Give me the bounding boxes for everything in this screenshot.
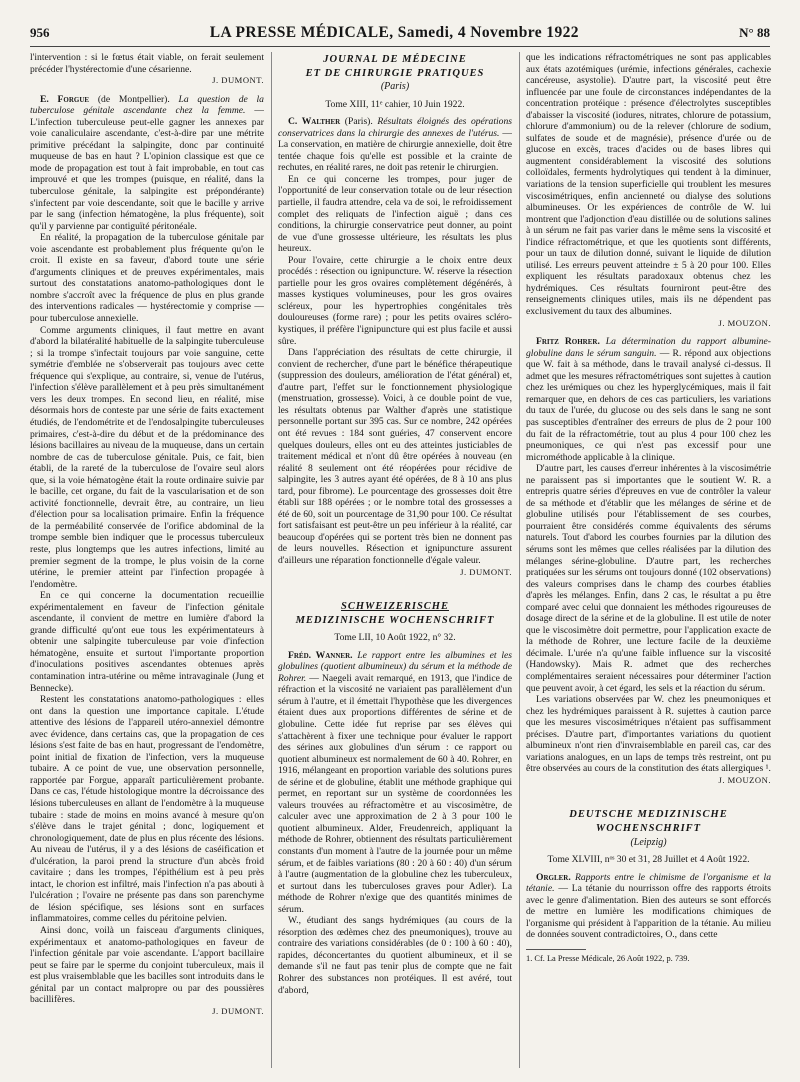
article-wanner-intro (278, 650, 512, 916)
article-paragraph: Dans l'appréciation des résultats de cette chirurgie, il convient de rechercher, d'une part le bénéfice thérapeutique (suppression des douleurs, amélioration de l'état général) et, d'autre part, l'effet sur le fonctionnement physiologique (menstruation, grossesse). Voici, à ce double point de vue, les résultats obtenus par Walther d'après une statistique personnelle portant sur 395 cas. Sur ce nombre, 242 opérées ont été revues : 184 sont guéries, 47 conservent encore quelques douleurs, elles ont eu des atteintes justiciables de traitement médical et n'ont dû être opérées à nouveau (en réalité 8 seulement ont été réopérées pour récidive de salpingite, les 3 autres ayant été opérées, de 8 à 10 ans plus tard, pour fibrome). Le pourcentage des grossesses doit être établi sur 188 opérées ; or le nombre total des grossesses a été de 60, soit un pourcentage de 31,90 pour 100. Ce résultat fort satisfaisant est peut-être un peu inférieur à la réalité, car beaucoup d'opérées qui se portent très bien ne donnent pas de leurs nouvelles. Résection et ignipuncture assurent d'ailleurs une réparation fonctionnelle d'égale valeur. (278, 347, 512, 566)
journal-city: (Leipzig) (630, 836, 667, 848)
journal-heading: WOCHENSCHRIFT (595, 823, 702, 834)
column-left (30, 52, 264, 1072)
issue-number: N° 88 (739, 25, 770, 40)
article-forgue-intro (30, 94, 264, 233)
article-walther-intro (278, 116, 512, 174)
column-divider (519, 52, 520, 1068)
article-author: E. Forgue (40, 93, 90, 105)
article-orgler-intro (526, 872, 771, 941)
column-divider (271, 52, 272, 1068)
journal-heading: JOURNAL DE MÉDECINE (323, 54, 467, 65)
article-paragraph: Les variations observées par W. chez les pneumoniques et chez les hydrémiques paraissent à R. sujettes à caution parce que les mesures viscosimétriques n'étaient pas suffisamment précises. D'autre part, d'importantes variations du quotient albumineux n'ont rien d'invraisemblable en pareil cas, car des variations analogues, en un laps de temps très restreint, ont pu être observées au cours de la constitution des états allergiques ¹. (526, 694, 771, 775)
article-text: — Naegeli avait remarqué, en 1913, que l'indice de réfraction et la viscosité ne variaient pas parallèlement d'un sérum à l'autre, et il émettait l'hypothèse que les divergences étaient dues aux proportions différentes de sérine et de globuline. Cette idée fut reprise par ses élèves qui s'attachèrent à fixer une technique pour évaluer le rapport des sérines aux globulines d'un sérum : ce rapport ou quotient albumineux est normalement de 60 à 40. Rohrer, en 1916, mélangeant en proportion variable des solutions pures de sérine et de globuline, établit une méthode graphique qui permet, en reportant sur un système de coordonnées les valeurs trouvées au réfractomètre et au viscosimètre, de calculer avec une approximation de 2 à 3 pour 100 le quotient albumineux. Alder, Freudenreich, appliquant la méthode de Rohrer, obtiennent des résultats particulièrement constants d'un moment à l'autre de la journée pour un même sérum, et de faibles variations (80 : 20 à 60 : 40) d'un sérum à l'autre (augmentation de la globuline chez les tuberculeux, et surtout dans les tuberculoses graves pour Adler). La méthode de Rohrer n'exige que des quantités minimes de sérum. (278, 672, 512, 915)
signature: J. DUMONT. (460, 566, 512, 577)
signature: J. DUMONT. (212, 75, 264, 86)
footnote: 1. Cf. La Presse Médicale, 26 Août 1922, p. 739. (526, 953, 690, 963)
article-paragraph: W., étudiant des sangs hydrémiques (au cours de la résorption des œdèmes chez des pneumoniques), trouve au contraire des variations considérables (de 0 : 100 à 60 : 40), rapides, déconcertantes du quotient albumineux, et il se demande s'il ne faut pas tenir plus de compte que ne fait Rohrer des substances non protéiques. Il est avéré, tout d'abord, (278, 915, 512, 996)
article-title: La détermination du rapport albumine-globuline dans le sérum sanguin. (526, 336, 771, 359)
journal-volume: Tome XLVIII, nᵒˢ 30 et 31, 28 Juillet et 4 Août 1922. (547, 854, 750, 866)
signature: J. MOUZON. (718, 774, 771, 785)
continued-text: que les indications réfractométriques ne sont pas applicables aux états azotémiques (urémie, infections générales, cachexie cancéreuse, asystolie). D'autre part, la viscosité peut être influencée par une foule de circonstances indépendantes de la concentration protéique : présence d'électrolytes susceptibles d'abaisser la viscosité (iodures, nitrates, chlorure de potassium, chlorure d'ammonium) ou de la relever (chlorure de sodium, sulfates de soude et de magnésie), présence d'urée ou de glucose en excès, traces d'acides ou de bases libres qui augmentent considérablement la viscosité des solutions colloïdales, ferments hydrolytiques qui tendent à la diminuer, variations de la tension superficielle qui troublent les mesures viscosimétriques, enfin ancienneté ou dialyse des solutions albumineuses. Or les expériences de contrôle de W. lui montrent que l'adjonction d'eau distillée ou de solutions salines à un sérum ne fait pas varier dans le même sens la viscosité et l'indice réfractométrique, et que les quotients sont différents, pour un taux de dilution donné, suivant le liquide de dilution utilisé. Les erreurs peuvent atteindre ± 5 à 20 pour 100. Elles expliquent les résultats paradoxaux obtenus chez les hydrémiques. Ces résultats fourniront peut-être des renseignements cliniques utiles, mais ils ne dépendent pas exclusivement du taux des albumines. (526, 52, 771, 318)
article-text: — R. répond aux objections que W. fait à sa méthode, dans le travail analysé ci-dessus. Il admet que les mesures réfractométriques sont sujettes à caution chez les urémiques ou chez les hyperglycémiques, mais il fait remarquer que, en dehors de ces cas particuliers, les variations du taux de l'urée, du glucose ou des sels dans le sang ne sont pas susceptibles d'entraîner des erreurs de plus de 2 pour 100 du fait de la réfractométrie, tout au plus 4 pour 100 chez les pneumoniques, ce qui n'est pas excessif pour une microméthode applicable à la clinique. (526, 347, 771, 463)
journal-volume: Tome XIII, 11ᵉ cahier, 10 Juin 1922. (325, 98, 465, 110)
article-author: Fritz Rohrer. (536, 336, 600, 348)
footnote-rule (526, 949, 586, 950)
journal-city: (Paris) (380, 81, 410, 93)
article-rohrer-intro (526, 336, 771, 463)
page-header (30, 24, 770, 47)
article-author: C. Walther (288, 116, 341, 128)
article-title: Le rapport entre les albumines et les globulines (quotient albumineux) du sérum et la méthode de Rohrer. (278, 649, 512, 684)
journal-heading: SCHWEIZERISCHE (341, 601, 449, 613)
issue-date: Samedi, 4 Novembre 1922 (397, 24, 579, 41)
article-text: — La tétanie du nourrisson offre des rapports étroits avec le genre d'alimentation. Bien des auteurs se sont efforcés de mettre en lumière les modifications chimiques de l'organisme qui président à l'apparition de la tétanie. Au milieu de données souvent contradictoires, O., dans cette (526, 883, 771, 941)
article-paragraph: D'autre part, les causes d'erreur inhérentes à la viscosimétrie ne paraissent pas si importantes que le soutient W. R. a entrepris quatre séries d'épreuves en vue de contrôler la valeur de sa méthode et d'établir que les mélanges de sérine et de globuline utilisés pour l'établissement de ses courbes, pourraient être considérés comme équivalents des sérums naturels. Tout d'abord les courbes fournies par la dilution des sérums sont les mêmes que celles réalisées par la dilution des mélanges sérine-globuline. D'autre part, les recherches pratiquées sur les sérums ont toujours donné (102 observations) des valeurs comprises dans le champ des courbes établies d'après les mélanges. Enfin, dans 2 cas, le résultat a pu être comparé avec celui que donnaient les méthodes rigoureuses de dosage direct de la sérine et de la globuline. Il est utile de noter que le viscosimètre doit permettre, pour l'application exacte de la méthode de Rohrer, une lecture facile de la deuxième décimale. L'urée n'a qu'une faible influence sur la viscosité (Handowsky). Mais R. admet que des recherches complémentaires seraient nécessaires pour déterminer l'action que peuvent avoir, à cet égard, les sels et la réaction du sérum. (526, 463, 771, 694)
article-paragraph: Comme arguments cliniques, il faut mettre en avant d'abord la bilatéralité habituelle de la salpingite tuberculeuse ; si la trompe s'infectait toujours par voie sanguine, cette symétrie d'emblée ne s'observerait pas toujours avec cette fréquence qui s'explique, au contraire, si, venue de l'utérus, l'infection s'élève parallèlement et à peu près simultanément vers les deux trompes. En second lieu, en réalité, mise désormais hors de conteste par une série de faits exactement étudiés, de l'endométrite et de l'endosalpingite tuberculeuses primaires, c'est-à-dire du début et de la prédominance des lésions bacillaires au niveau de la muqueuse, dans un certain nombre de cas de tuberculose génitale. Puis, ce fait, bien établi, de la rareté de la tuberculose de l'ovaire seul alors que, si la voie hématogène était la route ordinaire suivie par le bacille, cet organe, du fait de la vascularisation et de son activité fonctionnelle, devrait être, au contraire, un lieu d'élection pour sa localisation primaire. Enfin la fréquence de la perméabilité conservée de l'orifice abdominal de la trompe semble bien indiquer que le processus tuberculeux reste, plus longtemps que les autres infections, limité au premier segment de la trompe, le plus voisin de la corne utérine, le premier atteint par l'infection propagée à l'endomètre. (30, 324, 264, 590)
article-author: Fréd. Wanner. (288, 649, 353, 661)
signature: J. DUMONT. (212, 1005, 264, 1016)
author-place: (de Montpellier). (97, 93, 170, 105)
article-author: Orgler. (536, 871, 571, 883)
signature: J. MOUZON. (718, 317, 771, 328)
journal-volume: Tome LII, 10 Août 1922, n° 32. (334, 632, 456, 644)
spacer (278, 585, 512, 599)
article-paragraph: En réalité, la propagation de la tuberculose génitale par voie ascendante est probablement plus fréquente qu'on le croit. Il existe en sa faveur, d'abord toute une série d'arguments cliniques et de preuves expérimentales, mais surtout des constatations anatomo-pathologiques dont le nombre s'accroît avec la fréquence de plus en plus grande des interventions radicales — hystérectomie y comprise — pour tuberculose annexielle. (30, 232, 264, 325)
article-paragraph: Restent les constatations anatomo-pathologiques : elles ont dans la question une importance capitale. L'étude attentive des lésions de l'appareil utéro-annexiel démontre avec évidence, dans certains cas, que la propagation de ces lésions s'est faite de bas en haut, progressant de l'endomètre, point initial de fixation de l'infection, vers la muqueuse tubaire. A ce point de vue, une observation personnelle, rapportée par Forgue, apparaît particulièrement probante. Dans ce cas, l'étude histologique montre la décroissance des lésions tuberculeuses en allant de l'endomètre à la muqueuse tubaire : stade de moins en moins avancé à mesure qu'on s'élève dans le trajet génital ; donc, logiquement et chronologiquement, date de plus en plus récente des lésions. Au niveau de l'utérus, il y a des lésions de caséification et d'ulcération, la paroi prend la structure d'un abcès froid cavitaire ; dans les trompes, l'épithélium est à peu près intact, le chorion est infiltré, mais l'infection n'a pas abouti à l'ulcération ; l'ovaire ne présente pas dans son parenchyme de lésion spécifique, ses lésions sont en surfaces inflammatoires, comme celles du péritoine pelvien. (30, 694, 264, 925)
journal-title (210, 24, 579, 42)
article-text: — La conservation, en matière de chirurgie annexielle, doit être tentée chaque fois qu'elle est possible et la crainte de rechutes, en réalité rares, ne doit pas retenir le chirurgien. (278, 127, 512, 174)
journal-heading: DEUTSCHE MEDIZINISCHE (569, 809, 728, 821)
article-paragraph: En ce qui concerne les trompes, pour juger de l'opportunité de leur conservation totale ou de leur résection partielle, il faudra attendre, cela va de soi, le refroidissement complet des reliquats de l'infection aiguë ; dans ces conditions, la chirurgie conservatrice peut donner, au point de vue d'une grossesse ultérieure, les résultats les plus heureux. (278, 173, 512, 255)
author-place: (Paris). (344, 116, 373, 128)
article-paragraph: Pour l'ovaire, cette chirurgie a le choix entre deux procédés : résection ou ignipuncture. W. réserve la résection partielle pour les gros ovaires complètement dégénérés, à masses kystiques volumineuses, pour les gros ovaires scléreux, pour les hypertrophies congénitales très douloureuses (forme rare) ; pour les petits ovaires scléro-kystiques, il préfère l'ignipuncture qui est plus facile et aussi sûre. (278, 254, 512, 347)
article-title: Résultats éloignés des opérations conservatrices dans la chirurgie des annexes de l'utérus. (278, 116, 512, 139)
column-middle (278, 52, 512, 1072)
journal-heading: MEDIZINISCHE WOCHENSCHRIFT (295, 614, 495, 626)
continued-text: l'intervention : si le fœtus était viable, on ferait seulement précéder l'hystérectomie d'une césarienne. (30, 52, 264, 75)
article-title: Rapports entre le chimisme de l'organisme et la tétanie. (526, 871, 771, 895)
article-paragraph: Ainsi donc, voilà un faisceau d'arguments cliniques, expérimentaux et anatomo-pathologiques en faveur de l'infection génitale par voie ascendante. L'apport bacillaire peut se faire par le sperme du conjoint tuberculeux, mais il est plus vraisemblable que les bacilles sont introduits dans le génital par un contact malpropre ou par des poussières bacillifères. (30, 925, 264, 1006)
masthead-title: LA PRESSE MÉDICALE, (209, 24, 394, 41)
spacer (526, 793, 771, 807)
journal-heading: ET DE CHIRURGIE PRATIQUES (305, 67, 485, 79)
article-text: — L'infection tuberculeuse peut-elle gagner les annexes par voie canaliculaire ascendante, c'est-à-dire par une métrite primitive précédant la salpingite, donc par continuité muqueuse de bas en haut ? L'opinion classique est que ce mode de propagation est tout à fait improbable, en tout cas improuvé et que les trompes (puisque, en réalité, dans la tuberculose génitale, la salpingite est prépondérante) s'infectent par voie descendante, soit que le bacille y arrive par le sang (infection hématogène, la plus fréquente), soit qu'il y parvienne par contiguïté péritonéale. (30, 105, 264, 232)
column-right (526, 52, 771, 1072)
article-title: La question de la tuberculose génitale ascendante chez la femme. (30, 93, 264, 117)
page-number: 956 (30, 25, 50, 40)
article-paragraph: En ce qui concerne la documentation recueillie expérimentalement en faveur de l'infection génitale ascendante, il convient de mettre en lumière d'abord la grande difficulté qu'ont eue tous les expérimentateurs à obtenir une salpingite tuberculeuse par voie d'infection hématogène, ensuite et surtout l'importante proportion d'inoculations positives ascendantes obtenues après contamination intra-utérine ou même intravaginale (Jung et Bennecke). (30, 590, 264, 694)
